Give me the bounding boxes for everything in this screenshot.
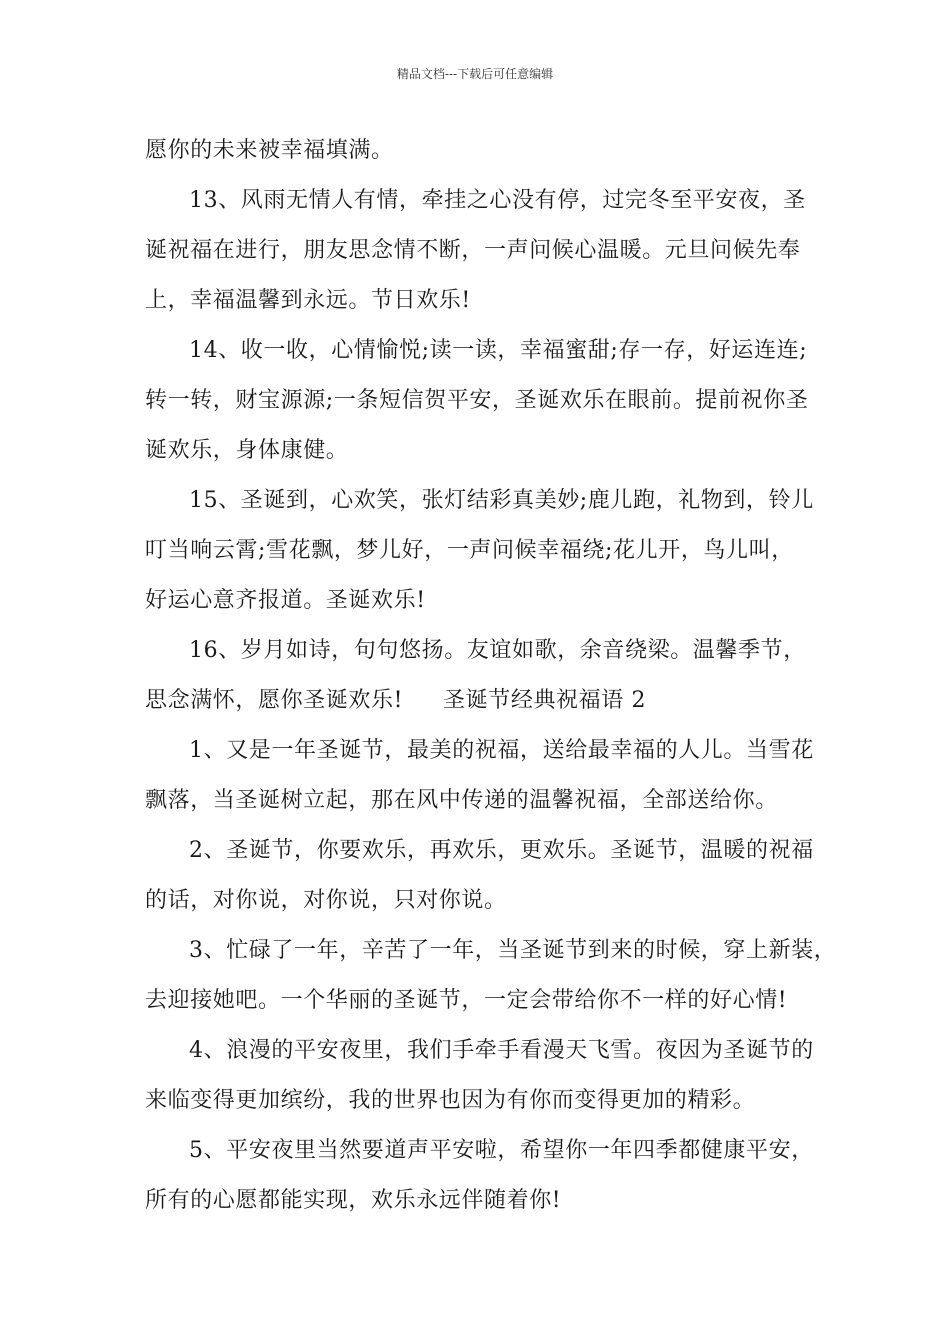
text-line: 15、圣诞到，心欢笑，张灯结彩真美妙;鹿儿跑，礼物到，铃儿: [189, 488, 814, 513]
text-line: 13、风雨无情人有情，牵挂之心没有停，过完冬至平安夜，圣: [189, 188, 806, 213]
text-line: 2、圣诞节，你要欢乐，再欢乐，更欢乐。圣诞节，温暖的祝福: [189, 838, 814, 863]
text-line: 转一转，财宝源源;一条短信贺平安，圣诞欢乐在眼前。提前祝你圣: [145, 388, 809, 413]
text-line: 的话，对你说，对你说，只对你说。: [145, 888, 507, 913]
text-line: 3、忙碌了一年，辛苦了一年，当圣诞节到来的时候，穿上新装，: [189, 938, 837, 963]
text-line: 16、岁月如诗，句句悠扬。友谊如歌，余音绕梁。温馨季节，: [189, 638, 806, 663]
text-line: 来临变得更加缤纷，我的世界也因为有你而变得更加的精彩。: [145, 1088, 756, 1113]
text-line: 14、收一收，心情愉悦;读一读，幸福蜜甜;存一存，好运连连;: [189, 338, 808, 363]
document-body: [145, 126, 835, 1226]
text-line: 去迎接她吧。一个华丽的圣诞节，一定会带给你不一样的好心情!: [145, 988, 788, 1013]
text-line: 愿你的未来被幸福填满。: [145, 138, 394, 163]
text-line-with-heading: [145, 676, 835, 726]
text-line: 上，幸福温馨到永远。节日欢乐!: [145, 288, 471, 313]
text-line: 所有的心愿都能实现，欢乐永远伴随着你!: [145, 1188, 562, 1213]
text-line-part: 思念满怀，愿你圣诞欢乐!: [145, 688, 404, 713]
text-line: 飘落，当圣诞树立起，那在风中传递的温馨祝福，全部送给你。: [145, 788, 778, 813]
section-heading: 圣诞节经典祝福语 2: [443, 688, 647, 713]
text-line: 诞欢乐，身体康健。: [145, 438, 349, 463]
text-line: 叮当响云霄;雪花飘，梦儿好，一声问候幸福绕;花儿开，鸟儿叫，: [145, 538, 794, 563]
text-line: 诞祝福在进行，朋友思念情不断，一声问候心温暖。元旦问候先奉: [145, 238, 801, 263]
text-line: 5、平安夜里当然要道声平安啦，希望你一年四季都健康平安，: [189, 1138, 814, 1163]
page-header: 精品文档---下载后可任意编辑: [396, 67, 554, 81]
text-line: 4、浪漫的平安夜里，我们手牵手看漫天飞雪。夜因为圣诞节的: [189, 1038, 814, 1063]
text-line: 1、又是一年圣诞节，最美的祝福，送给最幸福的人儿。当雪花: [189, 738, 814, 763]
text-line: 好运心意齐报道。圣诞欢乐!: [145, 588, 426, 613]
